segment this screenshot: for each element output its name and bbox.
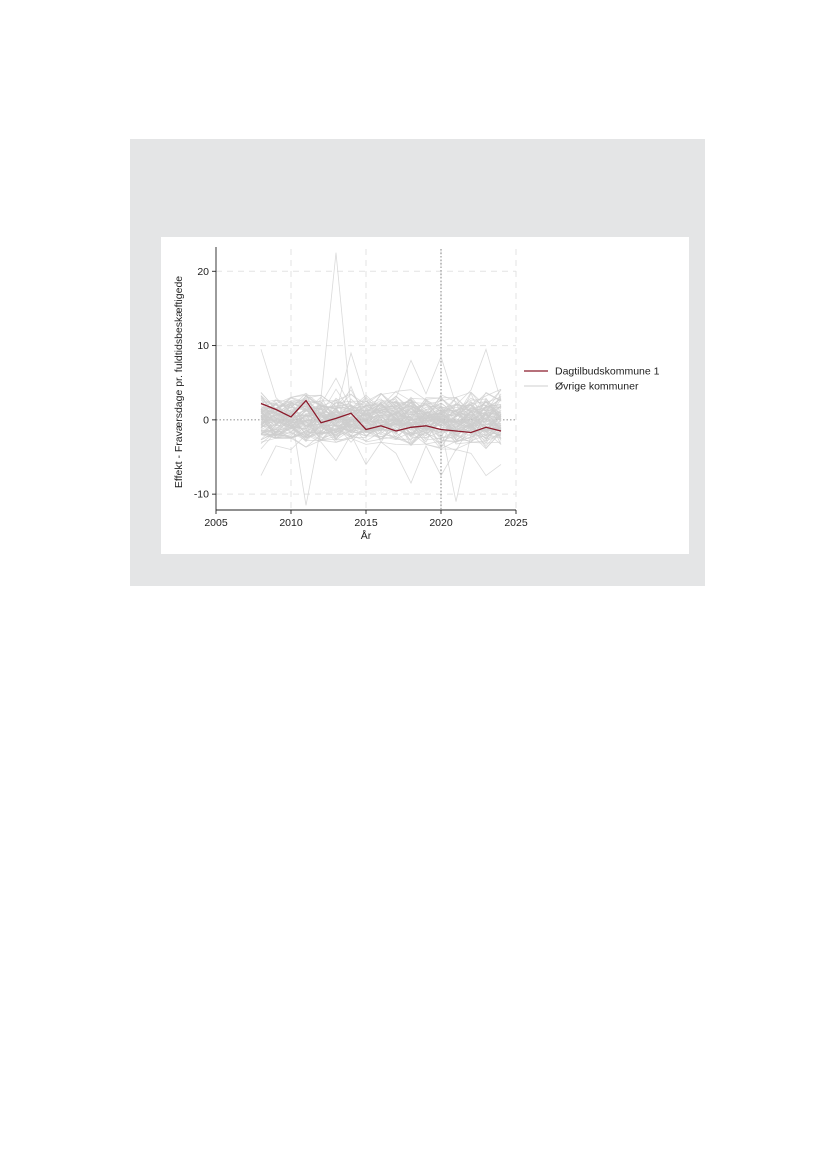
chart-area (161, 237, 689, 554)
x-tick-label: 2010 (279, 517, 303, 529)
legend-label-ovrige-kommuner: Øvrige kommuner (555, 380, 639, 393)
y-tick-label: -10 (193, 488, 209, 501)
x-tick-label: 2020 (429, 517, 453, 529)
legend-label-dagtilbudskommune-1: Dagtilbudskommune 1 (555, 365, 660, 378)
x-tick-label: 2005 (204, 517, 228, 529)
y-tick-label: 20 (197, 265, 209, 278)
other-municipalities-lines (261, 253, 501, 506)
y-tick-label: 0 (203, 414, 209, 427)
x-axis-title: År (360, 530, 372, 542)
x-tick-label: 2025 (504, 517, 528, 529)
line-chart (161, 237, 689, 554)
y-axis-title: Effekt - Fraværsdage pr. fuldtidsbeskæftigede (173, 275, 185, 489)
grid-lines (216, 249, 516, 509)
legend (524, 366, 660, 393)
x-tick-label: 2015 (354, 517, 378, 529)
y-tick-label: 10 (197, 340, 209, 353)
